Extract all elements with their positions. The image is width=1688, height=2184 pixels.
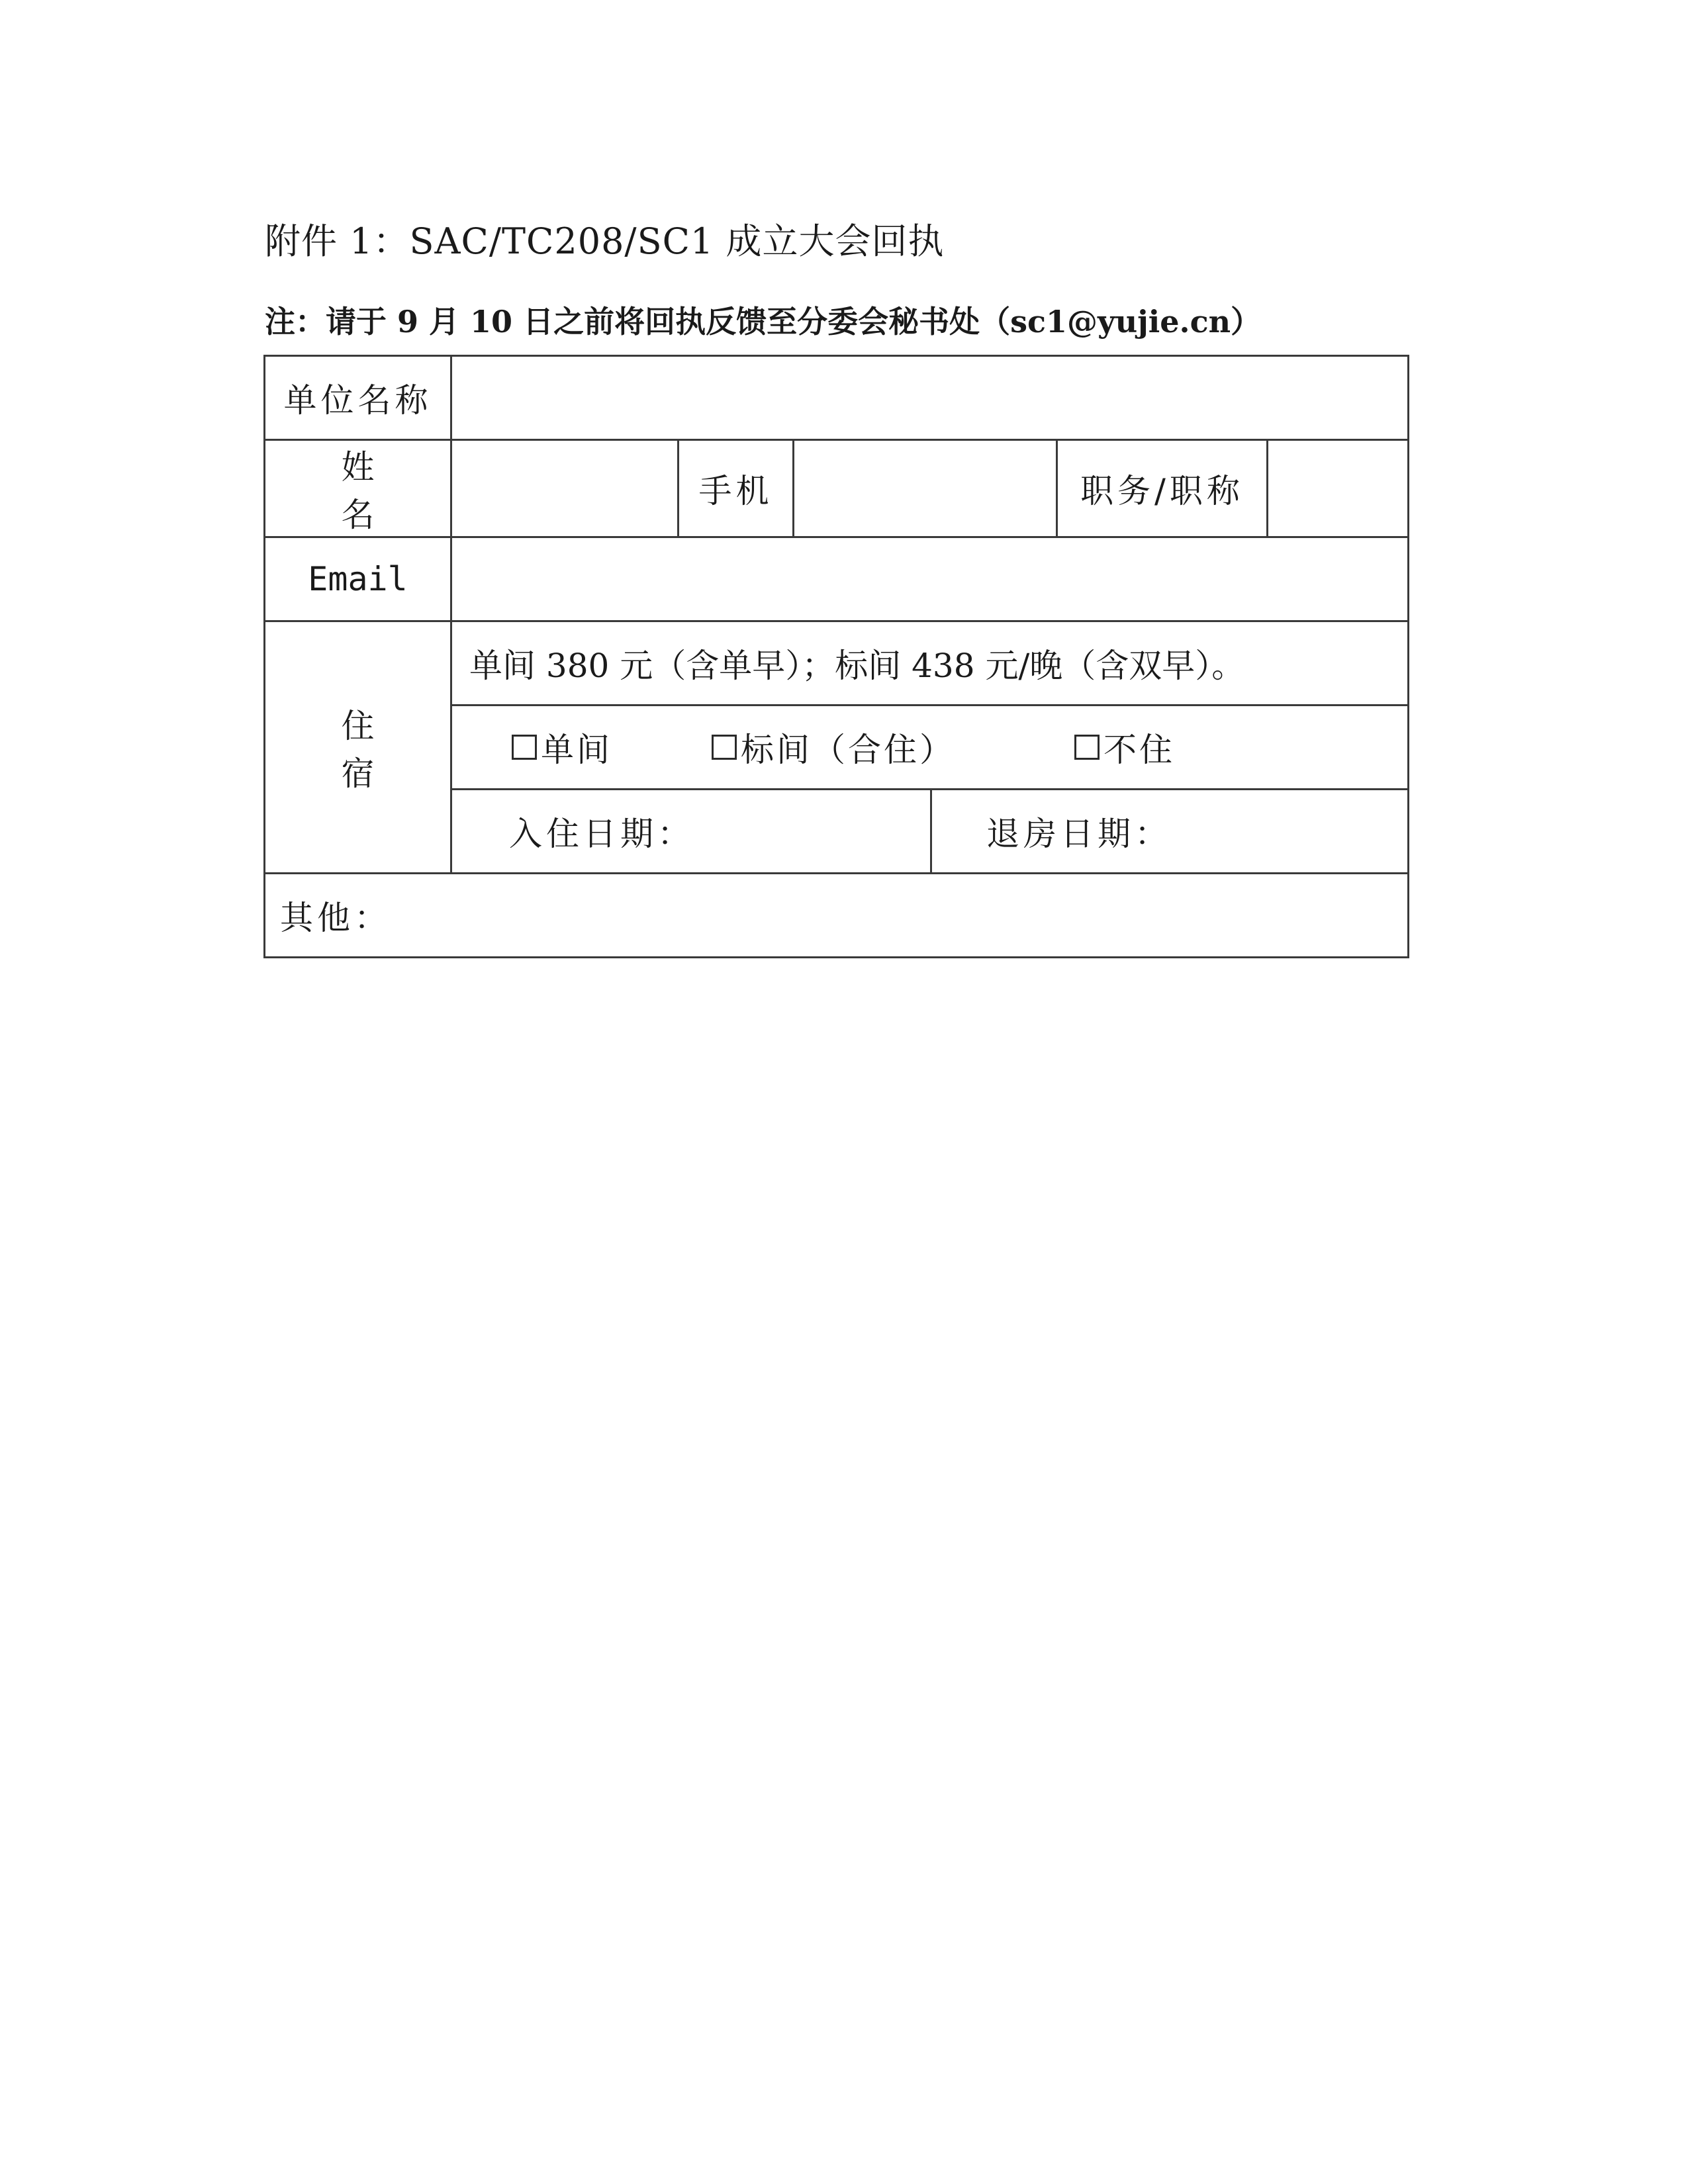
registration-form	[263, 355, 1409, 958]
other-label: 其他：	[280, 899, 391, 937]
org-row	[265, 356, 1409, 440]
none-checkbox[interactable]	[1074, 735, 1100, 760]
submission-note: 注：请于 9 月 10 日之前将回执反馈至分委会秘书处（sc1@yujie.cn）	[265, 304, 1262, 340]
single-checkbox[interactable]	[512, 735, 537, 760]
lodging-rate-text: 单间 380 元（含单早）；标间 438 元/晚（含双早）。	[451, 621, 1409, 705]
checkout-label: 退房日期：	[986, 815, 1172, 853]
option-none[interactable]	[1074, 723, 1175, 771]
org-input[interactable]	[451, 356, 1409, 440]
phone-label: 手机	[679, 440, 794, 537]
name-label: 姓 名	[265, 440, 451, 537]
lodging-dates-cell	[451, 790, 1409, 874]
lodging-options-cell	[451, 705, 1409, 790]
option-single-label: 单间	[541, 731, 612, 769]
org-label: 单位名称	[265, 356, 451, 440]
email-row	[265, 537, 1409, 621]
document-title: 附件 1：SAC/TC208/SC1 成立大会回执	[265, 220, 945, 262]
email-label: Email	[265, 537, 451, 621]
email-input[interactable]	[451, 537, 1409, 621]
lodging-label: 住 宿	[265, 621, 451, 874]
position-input[interactable]	[1268, 440, 1409, 537]
lodging-rate-row	[265, 621, 1409, 705]
option-none-label: 不住	[1103, 731, 1175, 769]
twin-checkbox[interactable]	[712, 735, 737, 760]
option-twin[interactable]	[712, 723, 955, 771]
position-label: 职务/职称	[1057, 440, 1268, 537]
name-input[interactable]	[451, 440, 679, 537]
checkin-field[interactable]	[452, 790, 932, 872]
checkout-field[interactable]	[932, 790, 1407, 872]
checkin-label: 入住日期：	[509, 815, 694, 853]
option-single[interactable]	[512, 723, 612, 771]
name-row	[265, 440, 1409, 537]
phone-input[interactable]	[794, 440, 1057, 537]
other-field[interactable]	[265, 874, 1409, 958]
other-row	[265, 874, 1409, 958]
option-twin-label: 标间（合住）	[741, 731, 955, 769]
